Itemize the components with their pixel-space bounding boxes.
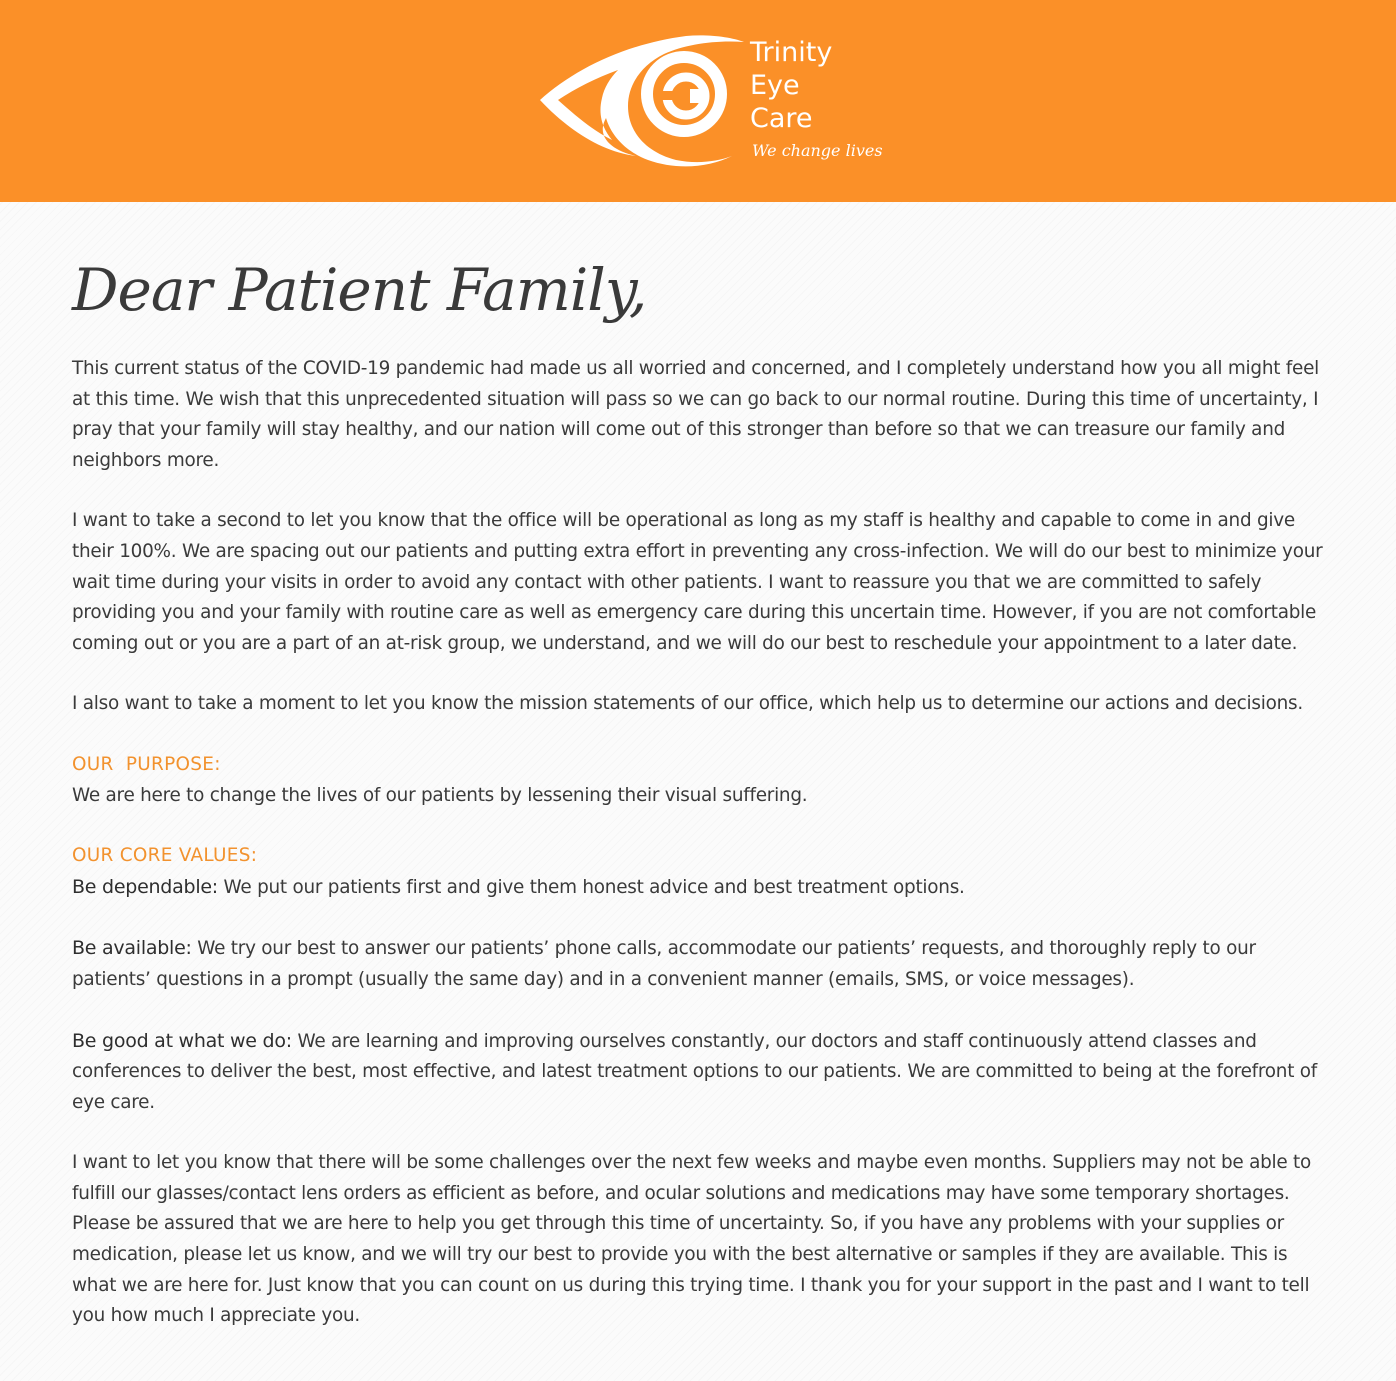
eye-logo-icon bbox=[536, 28, 746, 168]
letter-paragraph-closing: I want to let you know that there will be some challenges over the next few weeks and maybe even months. Suppliers may not be able to fulfill our glasses/contact lens orders as efficient as before, and ocular solutions and medications may have some temporary shortages. Please be assured that we are here to help you get through this time of uncertainty. So, if you have any problems with your supplies or medication, please let us know, and we will try our best to provide you with the best alternative or samples if they are available. This is what we are here for. Just know that you can count on us during this trying time. I thank you for your support in the past and I want to tell you how much I appreciate you. bbox=[72, 1152, 1312, 1327]
brand-name bbox=[750, 36, 832, 135]
core-value-item bbox=[72, 872, 1324, 904]
core-value-label: Be available: bbox=[72, 937, 192, 960]
core-value-text: We put our patients first and give them honest advice and best treatment options. bbox=[217, 876, 965, 898]
purpose-heading: OUR PURPOSE: bbox=[72, 753, 221, 775]
core-value-text: We try our best to answer our patients’ phone calls, accommodate our patients’ requests, and thoroughly reply to our patients’ questions in a prompt (usually the same day) and in a convenient manner (emails, SMS, or voice messages). bbox=[72, 938, 1256, 990]
purpose-text: We are here to change the lives of our patients by lessening their visual suffering. bbox=[72, 784, 808, 806]
brand-logo[interactable] bbox=[536, 28, 883, 168]
letter-body bbox=[72, 240, 1324, 1362]
brand-name-line3: Care bbox=[750, 103, 813, 134]
core-value-label: Be dependable: bbox=[72, 875, 218, 898]
core-values-heading: OUR CORE VALUES: bbox=[72, 845, 258, 867]
brand-tagline: We change lives bbox=[752, 141, 883, 160]
core-value-label: Be good at what we do: bbox=[72, 1029, 292, 1052]
letter-paragraph-mission: I also want to take a moment to let you know the mission statements of our office, which help us to determine our actions and decisions. bbox=[72, 693, 1303, 715]
brand-name-line1: Trinity bbox=[750, 37, 833, 68]
core-value-text: We are learning and improving ourselves constantly, our doctors and staff continuously attend classes and conferences to deliver the best, most effective, and latest treatment options to our patients. We are committed to being at the forefront of eye care. bbox=[72, 1030, 1317, 1113]
letter-paragraph-intro: This current status of the COVID-19 pandemic had made us all worried and concerned, and I completely understand how you all might feel at this time. We wish that this unprecedented situation will pass so we can go back to our normal routine. During this time of uncertainty, I pray that your family will stay healthy, and our nation will come out of this stronger than before so that we can treasure our family and neighbors more. bbox=[72, 358, 1320, 471]
core-value-item bbox=[72, 1026, 1324, 1119]
site-header bbox=[0, 0, 1396, 202]
brand-name-line2: Eye bbox=[750, 70, 800, 101]
core-value-item bbox=[72, 933, 1324, 995]
letter-paragraph-operations: I want to take a second to let you know that the office will be operational as long as my staff is healthy and capable to come in and give their 100%. We are spacing out our patients and putting extra effort in preventing any cross-infection. We will do our best to minimize your wait time during your visits in order to avoid any contact with other patients. I want to reassure you that we are committed to safely providing you and your family with routine care as well as emergency care during this uncertain time. However, if you are not comfortable coming out or you are a part of an at-risk group, we understand, and we will do our best to reschedule your appointment to a later date. bbox=[72, 510, 1323, 654]
letter-salutation: Dear Patient Family, bbox=[72, 256, 647, 324]
